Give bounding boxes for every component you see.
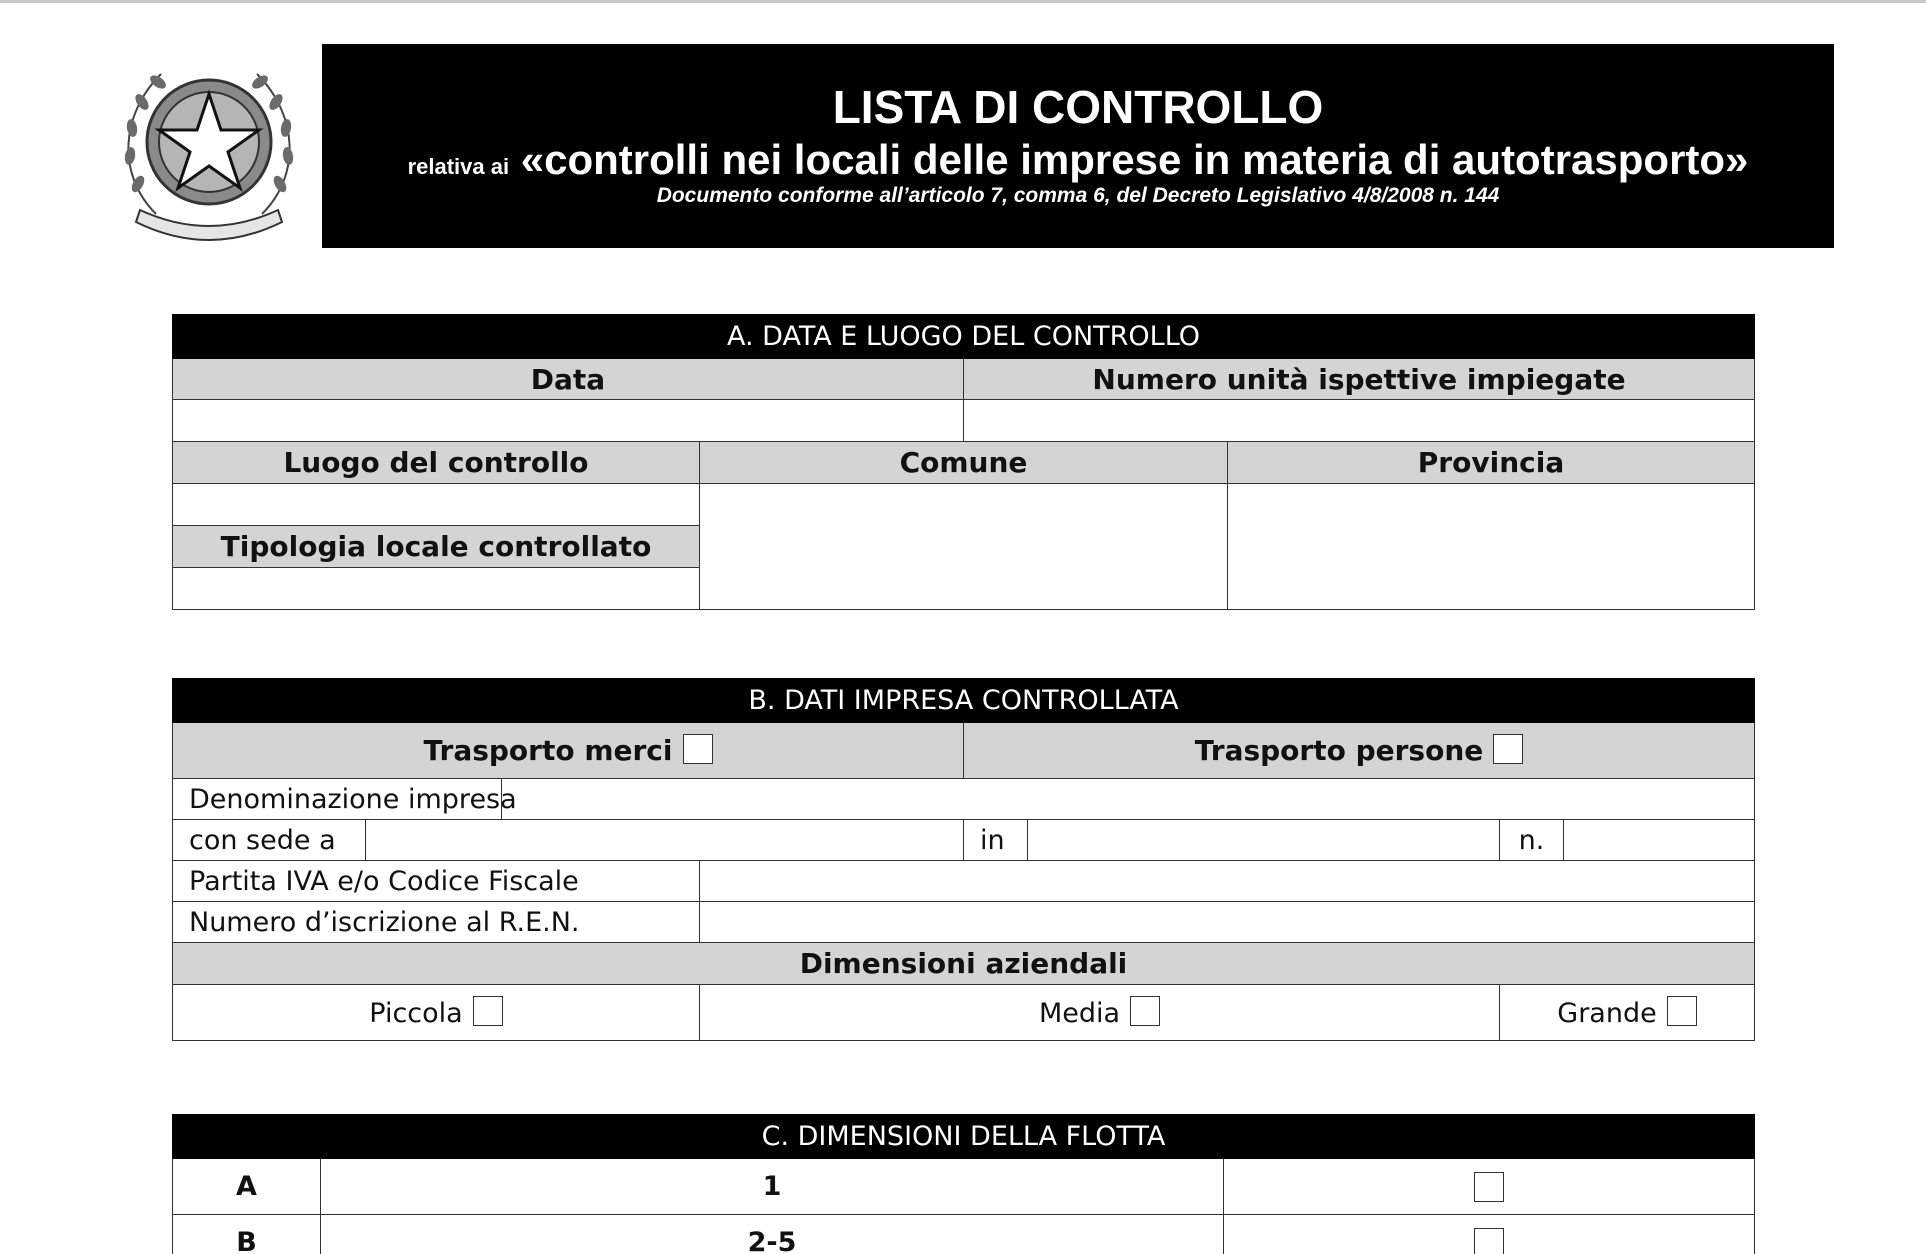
tipologia-label: Tipologia locale controllato [173, 526, 700, 568]
denominazione-label: Denominazione impresa [173, 779, 502, 820]
trasporto-merci-label: Trasporto merci [423, 734, 673, 767]
provincia-field[interactable] [1228, 484, 1755, 610]
n-field[interactable] [1564, 820, 1755, 861]
flotta-check-cell [1224, 1159, 1755, 1215]
section-c-title: C. DIMENSIONI DELLA FLOTTA [173, 1115, 1755, 1159]
piccola-checkbox[interactable] [473, 996, 503, 1026]
subtitle-main: «controlli nei locali delle imprese in materia di autotrasporto» [520, 136, 1749, 183]
table-row [173, 1215, 1755, 1254]
unita-field[interactable] [964, 400, 1755, 442]
trasporto-merci-checkbox[interactable] [683, 734, 713, 764]
comune-field[interactable] [700, 484, 1228, 610]
piva-label: Partita IVA e/o Codice Fiscale [173, 861, 700, 902]
trasporto-persone-cell [964, 723, 1755, 779]
grande-cell [1500, 985, 1755, 1041]
trasporto-persone-label: Trasporto persone [1194, 734, 1484, 767]
section-a-table [172, 314, 1755, 610]
doc-note: Documento conforme all’articolo 7, comma 6, del Decreto Legislativo 4/8/2008 n. 144 [656, 184, 1500, 208]
flotta-code: A [173, 1159, 321, 1215]
section-a-title: A. DATA E LUOGO DEL CONTROLLO [173, 315, 1755, 359]
flotta-check-cell [1224, 1215, 1755, 1254]
flotta-checkbox-b[interactable] [1474, 1228, 1504, 1254]
piva-field[interactable] [700, 861, 1755, 902]
in-label: in [964, 820, 1028, 861]
tipologia-field[interactable] [173, 568, 700, 610]
unita-label: Numero unità ispettive impiegate [964, 359, 1755, 400]
subtitle-prefix: relativa ai [407, 154, 510, 179]
media-checkbox[interactable] [1130, 996, 1160, 1026]
denominazione-field[interactable] [502, 779, 1755, 820]
provincia-label: Provincia [1228, 442, 1755, 484]
section-b-table [172, 678, 1755, 1041]
grande-label: Grande [1557, 998, 1657, 1029]
comune-label: Comune [700, 442, 1228, 484]
sede-field[interactable] [366, 820, 964, 861]
table-row [173, 1159, 1755, 1215]
flotta-code: B [173, 1215, 321, 1254]
grande-checkbox[interactable] [1667, 996, 1697, 1026]
media-cell [700, 985, 1500, 1041]
doc-title: LISTA DI CONTROLLO [832, 81, 1324, 133]
flotta-range: 2-5 [321, 1215, 1224, 1254]
flotta-checkbox-a[interactable] [1474, 1172, 1504, 1202]
data-label: Data [173, 359, 964, 400]
flotta-range: 1 [321, 1159, 1224, 1215]
header-banner [322, 44, 1834, 248]
media-label: Media [1038, 998, 1121, 1029]
emblem-republic-italy [116, 44, 302, 252]
section-b-title: B. DATI IMPRESA CONTROLLATA [173, 679, 1755, 723]
section-c-table [172, 1114, 1755, 1254]
top-rule [0, 0, 1926, 3]
luogo-label: Luogo del controllo [173, 442, 700, 484]
luogo-field[interactable] [173, 484, 700, 526]
doc-subtitle [322, 138, 1834, 182]
trasporto-persone-checkbox[interactable] [1493, 734, 1523, 764]
data-field[interactable] [173, 400, 964, 442]
piccola-cell [173, 985, 700, 1041]
piccola-label: Piccola [369, 998, 463, 1029]
in-field[interactable] [1028, 820, 1500, 861]
ren-field[interactable] [700, 902, 1755, 943]
n-label: n. [1500, 820, 1564, 861]
sede-label: con sede a [173, 820, 366, 861]
dimensioni-label: Dimensioni aziendali [173, 943, 1755, 985]
trasporto-merci-cell [173, 723, 964, 779]
ren-label: Numero d’iscrizione al R.E.N. [173, 902, 700, 943]
